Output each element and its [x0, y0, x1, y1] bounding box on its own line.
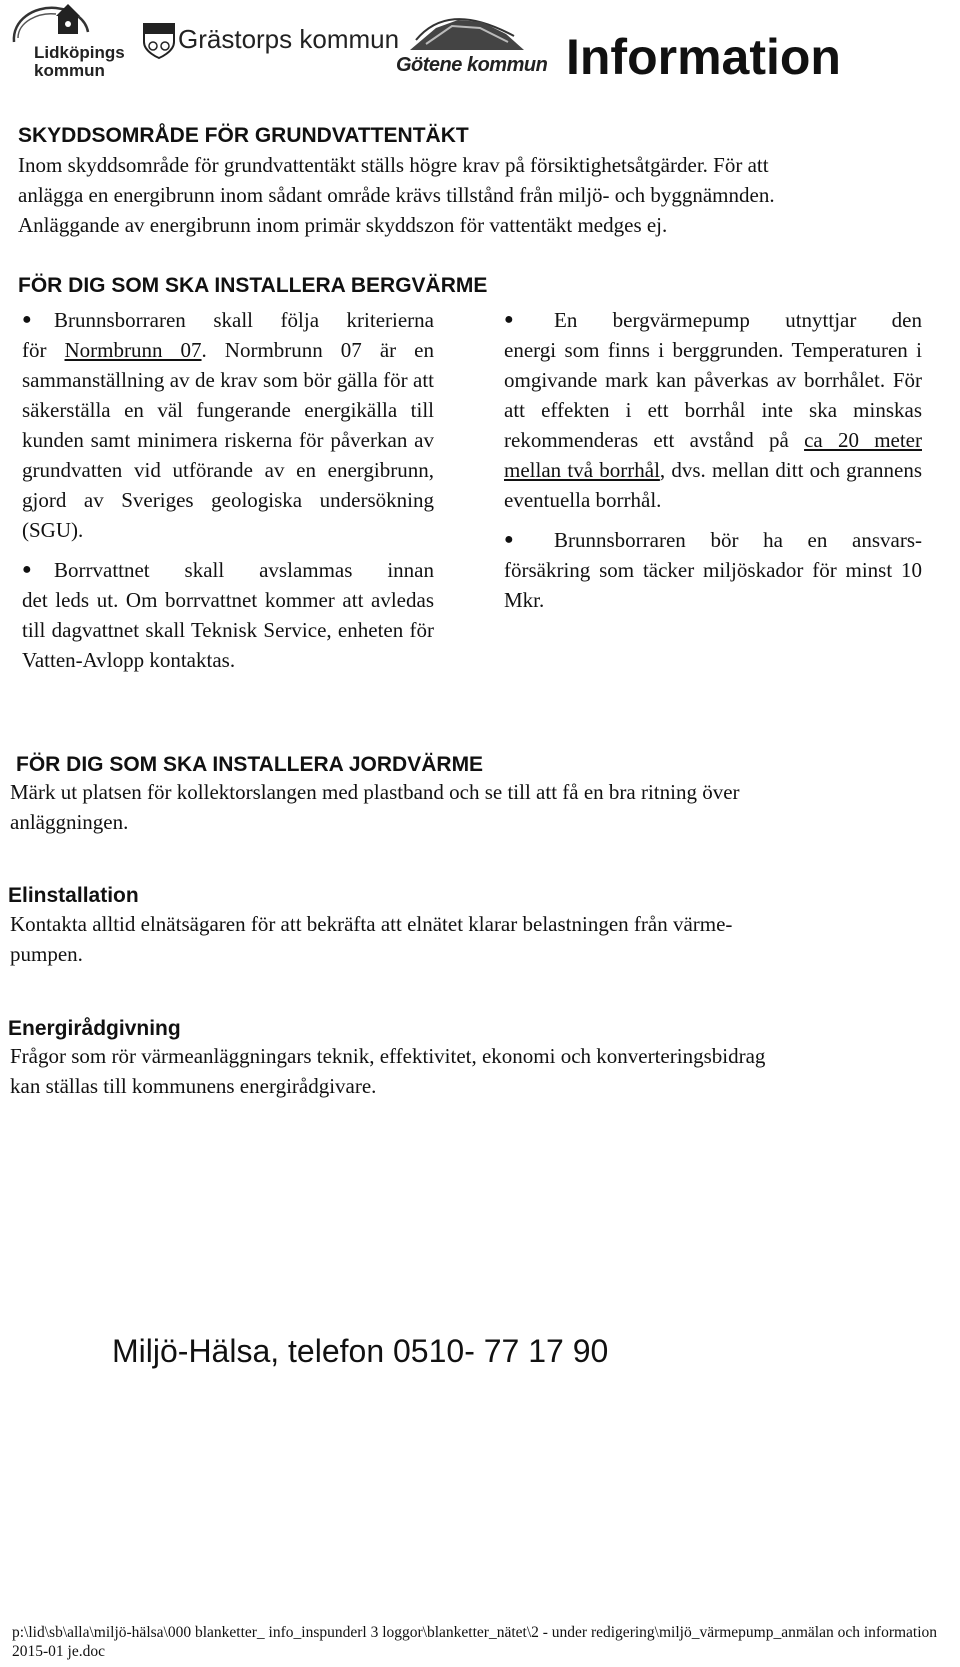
list-item: [22, 555, 434, 675]
bullet-text: energi som finns i berggrunden. Temperaturen i omgivande mark kan påverkas av borrhålet. För att effekten i ett borrhål inte ska minskas rekommenderas ett avstånd på: [504, 338, 922, 452]
text-line: Kontakta alltid elnätsägaren för att bekräfta att elnätet klarar belastningen från värme-: [10, 912, 733, 936]
grastorp-logo-text: Grästorps kommun: [178, 24, 400, 54]
text-line: Märk ut platsen för kollektorslangen med plastband och se till att få en bra ritning över: [10, 780, 740, 804]
text-line: anlägga en energibrunn inom sådant område krävs tillstånd från miljö- och byggnämnden.: [18, 183, 775, 207]
bergvarme-left-column: [22, 305, 434, 675]
text-line: Anläggande av energibrunn inom primär skyddszon för vattentäkt medges ej.: [18, 213, 668, 237]
section-text-elinstallation: [10, 909, 940, 969]
bullet-item-first-line: [22, 555, 434, 585]
contact-phone: Miljö-Hälsa, telefon 0510- 77 17 90: [112, 1333, 609, 1369]
gotene-logo-text: Götene kommun: [396, 54, 548, 76]
bullet-item-body: det leds ut. Om borrvattnet kommer att avledas till dagvattnet skall Teknisk Service, enheten för Vatten-Avlopp kontaktas.: [22, 588, 434, 672]
bullet-item-body: [22, 335, 434, 545]
bullet-item-body: försäkring som täcker miljöskador för minst 10 Mkr.: [504, 558, 922, 612]
section-heading-jordvarme: FÖR DIG SOM SKA INSTALLERA JORDVÄRME: [16, 753, 484, 776]
page-title: Information: [566, 29, 841, 85]
section-text-energiradgivning: [10, 1041, 940, 1101]
bullet-text: Brunnsborraren bör ha en ansvars-: [554, 528, 922, 552]
text-line: pumpen.: [10, 942, 83, 966]
section-heading-elinstallation: Elinstallation: [8, 884, 139, 907]
bullet-text: Borrvattnet skall avslammas innan: [54, 558, 434, 582]
text-line: kan ställas till kommunens energirådgivare.: [10, 1074, 377, 1098]
bullet-item-body: [504, 335, 922, 515]
text-line: Frågor som rör värmeanläggningars teknik, effektivitet, ekonomi och konverteringsbidrag: [10, 1044, 766, 1068]
bullet-item-first-line: [22, 305, 434, 335]
list-item: [504, 525, 922, 615]
grastorp-shield-icon: [142, 22, 176, 60]
bullet-text: för: [22, 338, 65, 362]
bullet-dot-icon: ●: [504, 531, 514, 548]
bullet-dot-icon: ●: [22, 311, 32, 328]
bullet-item-first-line: [504, 525, 922, 555]
section-heading-bergvarme: FÖR DIG SOM SKA INSTALLERA BERGVÄRME: [18, 274, 488, 297]
list-item: [504, 305, 922, 515]
bullet-text: , dvs. mellan ditt och grannens eventuella borrhål.: [504, 458, 922, 512]
bergvarme-right-column: [504, 305, 922, 615]
text-line: Inom skyddsområde för grundvattentäkt ställs högre krav på försiktighetsåtgärder. För att: [18, 153, 769, 177]
bullet-dot-icon: ●: [504, 311, 514, 328]
avstand-link[interactable]: ca 20 meter mellan två borrhål: [504, 428, 922, 482]
section-text-skyddsomrade: [18, 150, 938, 240]
list-item: [22, 305, 434, 545]
bullet-text: En bergvärmepump utnyttjar den: [554, 308, 922, 332]
bullet-text: Brunnsborraren skall följa kriterierna: [54, 308, 434, 332]
section-heading-energiradgivning: Energirådgivning: [8, 1017, 181, 1040]
bullet-text: . Normbrunn 07 är en sammanställning av de krav som bör gälla för att säkerställa en väl fungerande energikälla till kunden samt minimera riskerna för påverkan av grundvatten vid utförande av en energibrunn, gjord av Sveriges geologiska undersökning (SGU).: [22, 338, 434, 542]
file-path-footer: p:\lid\sb\alla\miljö-hälsa\000 blanketter_ info_inspunderl 3 loggor\blanketter_nätet\2 - under redigering\miljö_värmepump_anmälan och information 2015-01 je.doc: [12, 1624, 938, 1660]
text-line: anläggningen.: [10, 810, 129, 834]
section-text-jordvarme: [10, 777, 940, 837]
bullet-dot-icon: ●: [22, 561, 32, 578]
lidkoping-logo-text: Lidköpings kommun: [34, 43, 125, 80]
normbrunn-link[interactable]: Normbrunn 07: [64, 338, 202, 362]
bullet-item-first-line: [504, 305, 922, 335]
section-heading-skyddsomrade: SKYDDSOMRÅDE FÖR GRUNDVATTENTÄKT: [18, 124, 469, 147]
